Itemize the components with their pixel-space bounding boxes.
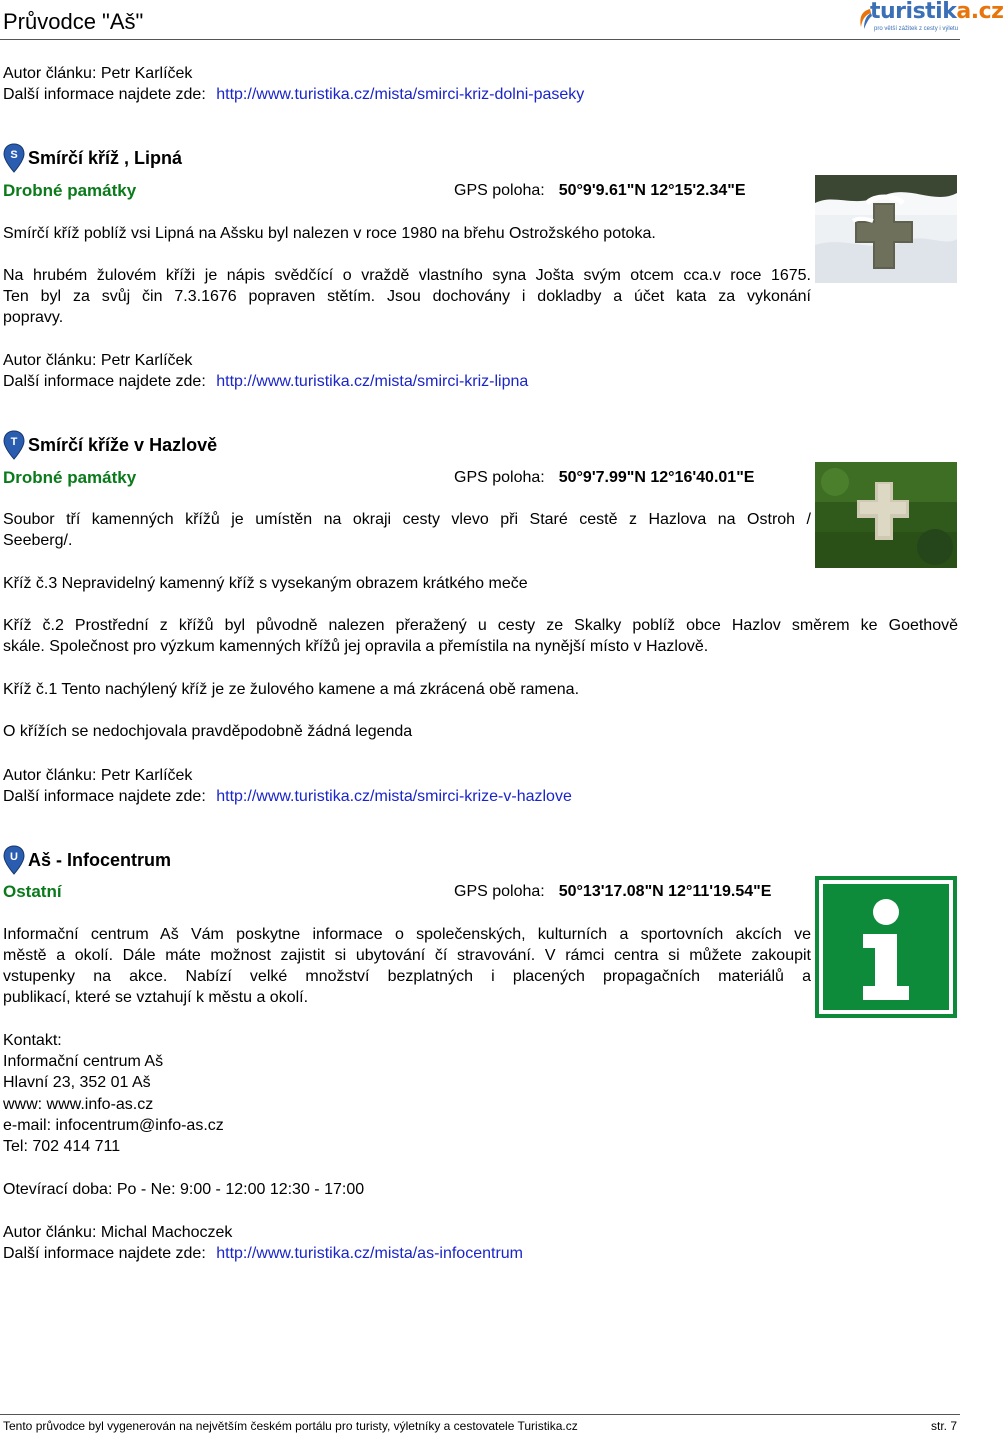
gps-value: 50°13'17.08"N 12°11'19.54"E xyxy=(558,883,772,900)
page-number: str. 7 xyxy=(930,1419,957,1433)
map-pin-u-letter: U xyxy=(10,851,18,863)
desc-hazlov-p3-line2: skále. Společnost pro výzkum kamenných křížů jej opravila a přemístila na nynější místo v Hazlově. xyxy=(3,638,709,655)
map-pin-t-icon xyxy=(3,430,25,460)
contact-phone: Tel: 702 414 711 xyxy=(3,1138,121,1155)
desc-hazlov-p4: Kříž č.1 Tento nachýlený kříž je ze žulového kamene a má zkrácená obě ramena. xyxy=(3,681,580,698)
place-title-hazlov: Smírčí kříže v Hazlově xyxy=(28,435,218,455)
prev-author: Autor článku: Petr Karlíček xyxy=(3,65,193,82)
photo-stone-cross-snow xyxy=(815,175,957,283)
page-footer xyxy=(0,1414,960,1436)
page-header xyxy=(0,0,1003,40)
photo-stone-cross-grass xyxy=(815,462,957,568)
place-category-lipna: Drobné památky xyxy=(3,181,137,200)
opening-hours: Otevírací doba: Po - Ne: 9:00 - 12:00 12:30 - 17:00 xyxy=(3,1181,365,1198)
gps-label: GPS poloha: xyxy=(454,182,545,199)
desc-infocentrum-line1: Informační centrum Aš Vám poskytne informace o společenských, kulturních a sportovních akcích ve xyxy=(3,926,811,943)
desc-infocentrum-line3: vstupenky na akce. Nabízí velké množství bezplatných i placených propagačních materiálů a xyxy=(3,968,811,985)
gps-value: 50°9'9.61"N 12°15'2.34"E xyxy=(558,182,746,199)
desc-hazlov-p2: Kříž č.3 Nepravidelný kamenný kříž s vysekaným obrazem krátkého meče xyxy=(3,575,528,592)
desc-hazlov-p1 xyxy=(3,509,811,551)
desc-hazlov-p1-line2: Seeberg/. xyxy=(3,532,73,549)
map-pin-t-letter: T xyxy=(10,436,18,448)
gps-infocentrum xyxy=(454,881,771,902)
desc-lipna-p2-line1: Na hrubém žulovém kříži je nápis svědčící o vraždě vlastního syna Jošta svým otcem cca.v roce 1675. xyxy=(3,267,811,284)
desc-infocentrum-line4: publikací, které se vztahují k městu a okolí. xyxy=(3,989,309,1006)
gps-lipna xyxy=(454,180,746,201)
gps-label: GPS poloha: xyxy=(454,469,545,486)
desc-infocentrum-line2: městě a okolí. Dále máte možnost zajistit si ubytování čí stravování. V rámci centra si můžete zakoupit xyxy=(3,947,811,964)
footer-text: Tento průvodce byl vygenerován na největším českém portálu pro turisty, výletníky a cestovatele Turistika.cz xyxy=(3,1419,578,1433)
more-info-infocentrum xyxy=(3,1243,523,1264)
author-infocentrum: Autor článku: Michal Machoczek xyxy=(3,1224,233,1241)
place-category-hazlov: Drobné památky xyxy=(3,468,137,487)
desc-lipna-p2-line3: popravy. xyxy=(3,309,64,326)
more-label: Další informace najdete zde: xyxy=(3,788,206,805)
desc-lipna-p2-line2: Ten byl za svůj čin 7.3.1676 popraven stětím. Jsou dochovány i dokladby a účet kata za vykonání xyxy=(3,288,811,305)
map-pin-u-icon xyxy=(3,845,25,875)
info-sign-icon xyxy=(815,876,957,1018)
turistika-logo[interactable] xyxy=(858,0,1003,35)
prev-more-info xyxy=(3,84,584,105)
desc-hazlov-p1-line1: Soubor tří kamenných křížů je umístěn na okraji cesty vlevo při Staré cestě z Hazlova na Ostroh / xyxy=(3,511,811,528)
more-link-hazlov[interactable]: http://www.turistika.cz/mista/smirci-krize-v-hazlove xyxy=(216,788,572,805)
author-hazlov: Autor článku: Petr Karlíček xyxy=(3,767,193,784)
contact-email: e-mail: infocentrum@info-as.cz xyxy=(3,1117,224,1134)
contact-heading: Kontakt: xyxy=(3,1032,62,1049)
place-title-infocentrum: Aš - Infocentrum xyxy=(28,850,172,870)
more-link-infocentrum[interactable]: http://www.turistika.cz/mista/as-infocentrum xyxy=(216,1245,523,1262)
logo-wordmark xyxy=(870,1,1003,22)
prev-more-link[interactable]: http://www.turistika.cz/mista/smirci-kriz-dolni-paseky xyxy=(216,86,585,103)
place-category-infocentrum: Ostatní xyxy=(3,882,62,901)
desc-hazlov-p5: O křížích se nedochjovala pravděpodobně žádná legenda xyxy=(3,723,413,740)
desc-hazlov-p3 xyxy=(3,615,958,657)
page-title: Průvodce "Aš" xyxy=(3,9,144,34)
desc-infocentrum xyxy=(3,924,811,1008)
more-info-hazlov xyxy=(3,786,572,807)
logo-wordmark-part2: a.cz xyxy=(956,0,1003,24)
contact-www: www: www.info-as.cz xyxy=(3,1096,154,1113)
more-link-lipna[interactable]: http://www.turistika.cz/mista/smirci-kriz-lipna xyxy=(216,373,529,390)
more-label: Další informace najdete zde: xyxy=(3,373,206,390)
gps-value: 50°9'7.99"N 12°16'40.01"E xyxy=(558,469,755,486)
place-title-lipna: Smírčí kříž , Lipná xyxy=(28,148,183,168)
more-info-lipna xyxy=(3,371,528,392)
logo-wordmark-part1: turistik xyxy=(870,0,957,24)
gps-hazlov xyxy=(454,467,754,488)
desc-lipna-p1: Smírčí kříž poblíž vsi Lipná na Ašsku byl nalezen v roce 1980 na břehu Ostrožského potoka. xyxy=(3,225,656,242)
desc-lipna-p2 xyxy=(3,265,811,328)
prev-more-label: Další informace najdete zde: xyxy=(3,86,206,103)
map-pin-s-icon xyxy=(3,143,25,173)
desc-hazlov-p3-line1: Kříž č.2 Prostřední z křížů byl původně nalezen přeražený u cesty ze Skalky poblíž obce Hazlov směrem ke Goethově xyxy=(3,617,958,634)
contact-address: Hlavní 23, 352 01 Aš xyxy=(3,1074,151,1091)
contact-name: Informační centrum Aš xyxy=(3,1053,164,1070)
more-label: Další informace najdete zde: xyxy=(3,1245,206,1262)
author-lipna: Autor článku: Petr Karlíček xyxy=(3,352,193,369)
gps-label: GPS poloha: xyxy=(454,883,545,900)
logo-tagline: pro větší zážitek z cesty i výletu xyxy=(874,26,959,32)
map-pin-s-letter: S xyxy=(10,149,18,161)
